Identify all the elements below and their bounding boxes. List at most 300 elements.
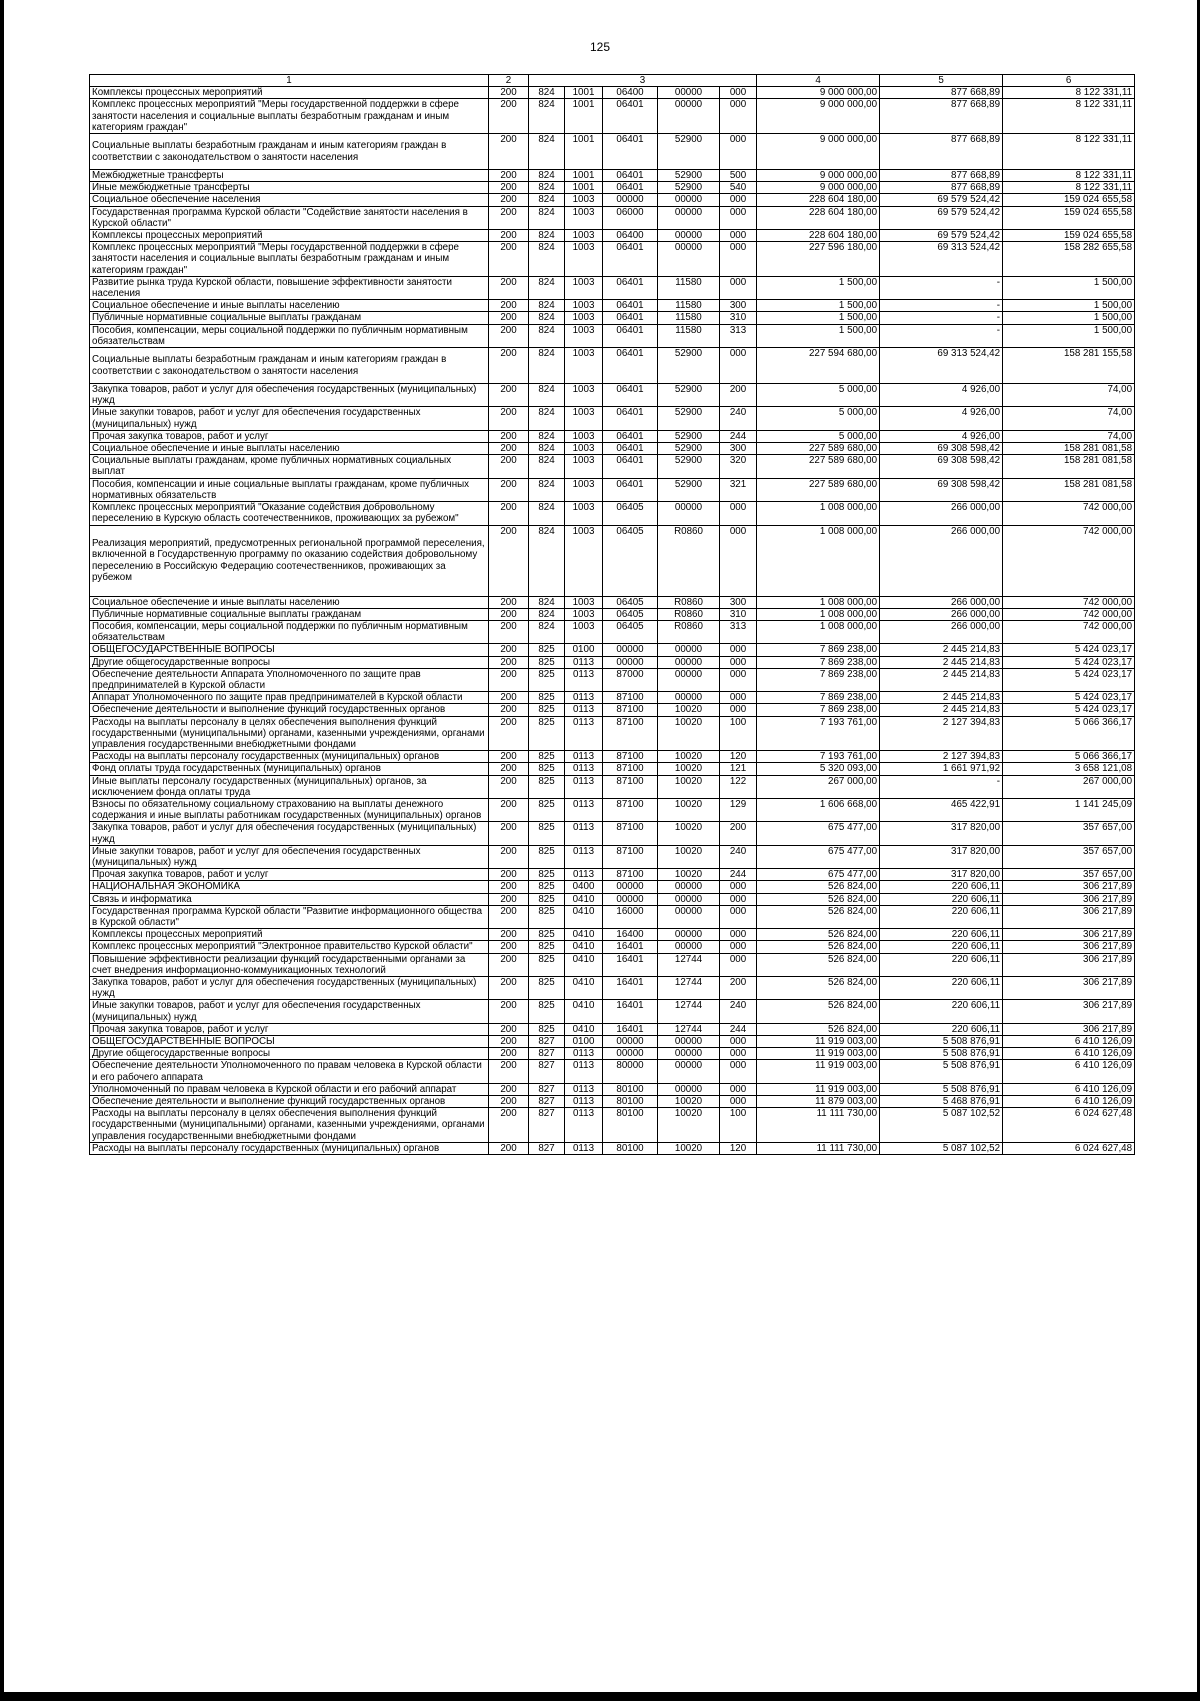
row-remaining: 5 424 023,17 — [1003, 668, 1135, 691]
row-expense-type: 000 — [720, 87, 757, 99]
table-row — [90, 905, 1135, 928]
row-approved: 9 000 000,00 — [757, 87, 880, 99]
row-name: Прочая закупка товаров, работ и услуг — [90, 430, 489, 442]
row-direction-code: 10020 — [658, 1142, 720, 1154]
row-expense-type: 000 — [720, 1060, 757, 1083]
row-expense-type: 240 — [720, 407, 757, 430]
row-direction-code: 00000 — [658, 929, 720, 941]
row-section-code: 1003 — [565, 502, 603, 525]
row-expense-type: 000 — [720, 704, 757, 716]
row-executed: 266 000,00 — [880, 525, 1003, 596]
scan-edge-bottom — [0, 1692, 1200, 1701]
row-section-code: 0410 — [565, 953, 603, 976]
row-ministry-code: 825 — [529, 953, 565, 976]
row-remaining: 306 217,89 — [1003, 929, 1135, 941]
table-row — [90, 869, 1135, 881]
row-expense-type: 000 — [720, 656, 757, 668]
row-program-code: 87100 — [603, 763, 658, 775]
row-ministry-code: 825 — [529, 692, 565, 704]
row-remaining: 159 024 655,58 — [1003, 194, 1135, 206]
row-direction-code: 52900 — [658, 134, 720, 170]
row-ministry-code: 825 — [529, 869, 565, 881]
row-expense-type: 244 — [720, 1023, 757, 1035]
row-approved: 5 320 093,00 — [757, 763, 880, 775]
row-admin-code: 200 — [489, 312, 529, 324]
row-remaining: 5 424 023,17 — [1003, 644, 1135, 656]
row-expense-type: 000 — [720, 905, 757, 928]
row-ministry-code: 827 — [529, 1108, 565, 1143]
row-remaining: 357 657,00 — [1003, 845, 1135, 868]
row-remaining: 1 141 245,09 — [1003, 798, 1135, 821]
row-remaining: 6 410 126,09 — [1003, 1083, 1135, 1095]
row-approved: 228 604 180,00 — [757, 194, 880, 206]
row-remaining: 74,00 — [1003, 430, 1135, 442]
row-admin-code: 200 — [489, 455, 529, 478]
row-ministry-code: 825 — [529, 656, 565, 668]
table-row — [90, 668, 1135, 691]
row-program-code: 16000 — [603, 905, 658, 928]
row-remaining: 8 122 331,11 — [1003, 134, 1135, 170]
row-ministry-code: 825 — [529, 929, 565, 941]
row-executed: 220 606,11 — [880, 929, 1003, 941]
row-admin-code: 200 — [489, 608, 529, 620]
row-section-code: 0113 — [565, 1048, 603, 1060]
row-direction-code: 10020 — [658, 704, 720, 716]
row-name: Комплексы процессных мероприятий — [90, 230, 489, 242]
row-approved: 7 193 761,00 — [757, 716, 880, 751]
row-admin-code: 200 — [489, 134, 529, 170]
row-executed: 5 508 876,91 — [880, 1060, 1003, 1083]
row-direction-code: 10020 — [658, 775, 720, 798]
row-remaining: 6 410 126,09 — [1003, 1036, 1135, 1048]
row-direction-code: 00000 — [658, 1048, 720, 1060]
row-name: Уполномоченный по правам человека в Курской области и его рабочий аппарат — [90, 1083, 489, 1095]
row-admin-code: 200 — [489, 324, 529, 347]
row-remaining: 3 658 121,08 — [1003, 763, 1135, 775]
row-expense-type: 320 — [720, 455, 757, 478]
row-admin-code: 200 — [489, 668, 529, 691]
table-row — [90, 620, 1135, 643]
row-admin-code: 200 — [489, 525, 529, 596]
header-col-6: 6 — [1003, 75, 1135, 87]
row-program-code: 06401 — [603, 384, 658, 407]
row-program-code: 87100 — [603, 704, 658, 716]
row-direction-code: 00000 — [658, 206, 720, 229]
row-program-code: 87100 — [603, 716, 658, 751]
row-admin-code: 200 — [489, 929, 529, 941]
row-name: Обеспечение деятельности и выполнение функций государственных органов — [90, 704, 489, 716]
row-program-code: 87100 — [603, 751, 658, 763]
row-section-code: 1003 — [565, 206, 603, 229]
row-direction-code: 11580 — [658, 276, 720, 299]
row-section-code: 0113 — [565, 668, 603, 691]
row-ministry-code: 825 — [529, 1000, 565, 1023]
row-admin-code: 200 — [489, 656, 529, 668]
row-remaining: 357 657,00 — [1003, 869, 1135, 881]
table-row — [90, 478, 1135, 501]
row-direction-code: 00000 — [658, 941, 720, 953]
row-name: Реализация мероприятий, предусмотренных региональной программой переселения, включенной в Государственную программу по оказанию содействия добровольному переселению в Российскую Федерацию соотечественников, проживающих за рубежом — [90, 525, 489, 596]
row-section-code: 0410 — [565, 929, 603, 941]
row-name: Публичные нормативные социальные выплаты гражданам — [90, 312, 489, 324]
row-approved: 1 008 000,00 — [757, 608, 880, 620]
row-section-code: 1003 — [565, 324, 603, 347]
row-program-code: 06405 — [603, 525, 658, 596]
row-remaining: 74,00 — [1003, 407, 1135, 430]
table-row — [90, 194, 1135, 206]
row-admin-code: 200 — [489, 1036, 529, 1048]
table-row — [90, 941, 1135, 953]
row-direction-code: 00000 — [658, 905, 720, 928]
table-row — [90, 300, 1135, 312]
row-admin-code: 200 — [489, 881, 529, 893]
row-ministry-code: 824 — [529, 324, 565, 347]
row-expense-type: 000 — [720, 502, 757, 525]
row-approved: 9 000 000,00 — [757, 134, 880, 170]
row-expense-type: 000 — [720, 206, 757, 229]
row-name: ОБЩЕГОСУДАРСТВЕННЫЕ ВОПРОСЫ — [90, 644, 489, 656]
row-section-code: 0410 — [565, 893, 603, 905]
row-remaining: 8 122 331,11 — [1003, 170, 1135, 182]
row-direction-code: 10020 — [658, 1096, 720, 1108]
row-approved: 11 111 730,00 — [757, 1142, 880, 1154]
row-program-code: 00000 — [603, 656, 658, 668]
row-program-code: 06400 — [603, 87, 658, 99]
row-approved: 227 589 680,00 — [757, 443, 880, 455]
table-row — [90, 608, 1135, 620]
row-section-code: 0113 — [565, 704, 603, 716]
row-name: Иные закупки товаров, работ и услуг для обеспечения государственных (муниципальных) нужд — [90, 407, 489, 430]
row-expense-type: 100 — [720, 1108, 757, 1143]
row-expense-type: 300 — [720, 300, 757, 312]
row-ministry-code: 824 — [529, 242, 565, 277]
row-admin-code: 200 — [489, 905, 529, 928]
row-remaining: 6 410 126,09 — [1003, 1060, 1135, 1083]
row-approved: 1 008 000,00 — [757, 525, 880, 596]
row-approved: 11 919 003,00 — [757, 1048, 880, 1060]
row-section-code: 0113 — [565, 751, 603, 763]
row-expense-type: 000 — [720, 194, 757, 206]
row-admin-code: 200 — [489, 182, 529, 194]
row-executed: 2 445 214,83 — [880, 704, 1003, 716]
row-admin-code: 200 — [489, 893, 529, 905]
row-ministry-code: 824 — [529, 478, 565, 501]
row-admin-code: 200 — [489, 478, 529, 501]
row-admin-code: 200 — [489, 1048, 529, 1060]
row-remaining: 742 000,00 — [1003, 620, 1135, 643]
row-section-code: 0113 — [565, 1142, 603, 1154]
row-ministry-code: 824 — [529, 312, 565, 324]
row-section-code: 0113 — [565, 869, 603, 881]
row-executed: - — [880, 300, 1003, 312]
row-section-code: 1003 — [565, 230, 603, 242]
row-section-code: 1003 — [565, 300, 603, 312]
row-approved: 7 193 761,00 — [757, 751, 880, 763]
row-executed: 5 508 876,91 — [880, 1048, 1003, 1060]
row-ministry-code: 824 — [529, 384, 565, 407]
row-section-code: 1003 — [565, 430, 603, 442]
row-executed: 2 127 394,83 — [880, 716, 1003, 751]
row-executed: 220 606,11 — [880, 893, 1003, 905]
row-section-code: 0113 — [565, 845, 603, 868]
row-admin-code: 200 — [489, 869, 529, 881]
row-expense-type: 200 — [720, 977, 757, 1000]
row-remaining: 158 281 081,58 — [1003, 443, 1135, 455]
row-admin-code: 200 — [489, 1000, 529, 1023]
row-section-code: 0410 — [565, 977, 603, 1000]
table-row — [90, 525, 1135, 596]
row-program-code: 87100 — [603, 798, 658, 821]
row-executed: 877 668,89 — [880, 99, 1003, 134]
row-expense-type: 129 — [720, 798, 757, 821]
row-direction-code: 00000 — [658, 692, 720, 704]
row-program-code: 06401 — [603, 324, 658, 347]
row-section-code: 1003 — [565, 242, 603, 277]
row-admin-code: 200 — [489, 230, 529, 242]
row-program-code: 06401 — [603, 407, 658, 430]
row-ministry-code: 824 — [529, 87, 565, 99]
row-section-code: 0113 — [565, 775, 603, 798]
row-remaining: 306 217,89 — [1003, 941, 1135, 953]
row-remaining: 8 122 331,11 — [1003, 182, 1135, 194]
table-row — [90, 656, 1135, 668]
row-approved: 7 869 238,00 — [757, 644, 880, 656]
row-expense-type: 000 — [720, 348, 757, 384]
row-direction-code: 52900 — [658, 182, 720, 194]
header-col-5: 5 — [880, 75, 1003, 87]
row-name: Расходы на выплаты персоналу государственных (муниципальных) органов — [90, 751, 489, 763]
row-ministry-code: 824 — [529, 348, 565, 384]
row-ministry-code: 824 — [529, 596, 565, 608]
row-admin-code: 200 — [489, 775, 529, 798]
row-executed: 317 820,00 — [880, 869, 1003, 881]
row-executed: 220 606,11 — [880, 941, 1003, 953]
row-expense-type: 122 — [720, 775, 757, 798]
row-admin-code: 200 — [489, 430, 529, 442]
row-ministry-code: 824 — [529, 230, 565, 242]
row-section-code: 1001 — [565, 134, 603, 170]
row-section-code: 1003 — [565, 620, 603, 643]
row-expense-type: 000 — [720, 230, 757, 242]
row-name: Обеспечение деятельности и выполнение функций государственных органов — [90, 1096, 489, 1108]
row-executed: 69 579 524,42 — [880, 206, 1003, 229]
row-ministry-code: 827 — [529, 1142, 565, 1154]
row-name: Обеспечение деятельности Аппарата Уполномоченного по защите прав предпринимателей в Курской области — [90, 668, 489, 691]
row-program-code: 06401 — [603, 99, 658, 134]
table-row — [90, 430, 1135, 442]
row-direction-code: 00000 — [658, 644, 720, 656]
row-program-code: 06401 — [603, 134, 658, 170]
row-expense-type: 321 — [720, 478, 757, 501]
row-admin-code: 200 — [489, 348, 529, 384]
row-admin-code: 200 — [489, 1096, 529, 1108]
row-ministry-code: 825 — [529, 905, 565, 928]
row-program-code: 06401 — [603, 300, 658, 312]
row-ministry-code: 824 — [529, 206, 565, 229]
row-remaining: 306 217,89 — [1003, 1000, 1135, 1023]
row-name: Прочая закупка товаров, работ и услуг — [90, 1023, 489, 1035]
row-approved: 7 869 238,00 — [757, 704, 880, 716]
row-approved: 11 879 003,00 — [757, 1096, 880, 1108]
row-direction-code: 00000 — [658, 230, 720, 242]
row-program-code: 87100 — [603, 869, 658, 881]
row-name: Государственная программа Курской области "Содействие занятости населения в Курской области" — [90, 206, 489, 229]
row-executed: 69 579 524,42 — [880, 230, 1003, 242]
row-direction-code: 10020 — [658, 1108, 720, 1143]
row-program-code: 06401 — [603, 276, 658, 299]
row-remaining: 306 217,89 — [1003, 977, 1135, 1000]
row-executed: 877 668,89 — [880, 182, 1003, 194]
row-approved: 267 000,00 — [757, 775, 880, 798]
row-expense-type: 100 — [720, 716, 757, 751]
row-expense-type: 300 — [720, 596, 757, 608]
row-section-code: 0113 — [565, 1108, 603, 1143]
row-ministry-code: 825 — [529, 845, 565, 868]
row-executed: 5 508 876,91 — [880, 1083, 1003, 1095]
row-section-code: 0113 — [565, 692, 603, 704]
row-name: Социальные выплаты безработным гражданам и иным категориям граждан в соответствии с законодательством о занятости населения — [90, 348, 489, 384]
row-program-code: 06400 — [603, 230, 658, 242]
row-program-code: 00000 — [603, 1048, 658, 1060]
row-executed: 266 000,00 — [880, 608, 1003, 620]
row-direction-code: 00000 — [658, 1083, 720, 1095]
row-executed: - — [880, 276, 1003, 299]
row-ministry-code: 827 — [529, 1083, 565, 1095]
table-row — [90, 704, 1135, 716]
row-direction-code: 10020 — [658, 822, 720, 845]
row-admin-code: 200 — [489, 206, 529, 229]
table-row — [90, 348, 1135, 384]
table-row — [90, 822, 1135, 845]
row-executed: 877 668,89 — [880, 170, 1003, 182]
row-direction-code: 00000 — [658, 242, 720, 277]
row-section-code: 0410 — [565, 1023, 603, 1035]
row-direction-code: 12744 — [658, 977, 720, 1000]
row-remaining: 158 281 081,58 — [1003, 478, 1135, 501]
row-section-code: 0113 — [565, 763, 603, 775]
row-name: Закупка товаров, работ и услуг для обеспечения государственных (муниципальных) нужд — [90, 384, 489, 407]
row-admin-code: 200 — [489, 692, 529, 704]
row-executed: 2 445 214,83 — [880, 644, 1003, 656]
row-program-code: 00000 — [603, 1036, 658, 1048]
row-admin-code: 200 — [489, 1108, 529, 1143]
row-program-code: 80000 — [603, 1060, 658, 1083]
row-executed: 877 668,89 — [880, 87, 1003, 99]
row-direction-code: 00000 — [658, 99, 720, 134]
row-program-code: 87100 — [603, 775, 658, 798]
table-row — [90, 1048, 1135, 1060]
row-admin-code: 200 — [489, 644, 529, 656]
row-admin-code: 200 — [489, 596, 529, 608]
row-ministry-code: 824 — [529, 300, 565, 312]
row-section-code: 1003 — [565, 608, 603, 620]
row-ministry-code: 825 — [529, 763, 565, 775]
table-row — [90, 87, 1135, 99]
table-row — [90, 1096, 1135, 1108]
row-direction-code: 00000 — [658, 893, 720, 905]
row-ministry-code: 824 — [529, 276, 565, 299]
row-executed: 1 661 971,92 — [880, 763, 1003, 775]
row-section-code: 0113 — [565, 1060, 603, 1083]
table-row — [90, 763, 1135, 775]
row-admin-code: 200 — [489, 300, 529, 312]
row-direction-code: 00000 — [658, 1036, 720, 1048]
row-direction-code: 00000 — [658, 1060, 720, 1083]
row-approved: 1 500,00 — [757, 312, 880, 324]
row-expense-type: 200 — [720, 384, 757, 407]
table-row — [90, 1108, 1135, 1143]
row-program-code: 16401 — [603, 941, 658, 953]
row-section-code: 1001 — [565, 182, 603, 194]
row-program-code: 06401 — [603, 170, 658, 182]
row-name: Иные межбюджетные трансферты — [90, 182, 489, 194]
table-row — [90, 929, 1135, 941]
table-row — [90, 182, 1135, 194]
row-ministry-code: 825 — [529, 822, 565, 845]
row-executed: 266 000,00 — [880, 620, 1003, 643]
row-ministry-code: 825 — [529, 751, 565, 763]
row-approved: 5 000,00 — [757, 384, 880, 407]
row-direction-code: 11580 — [658, 324, 720, 347]
row-admin-code: 200 — [489, 620, 529, 643]
row-ministry-code: 825 — [529, 881, 565, 893]
row-approved: 7 869 238,00 — [757, 656, 880, 668]
row-approved: 526 824,00 — [757, 893, 880, 905]
row-ministry-code: 825 — [529, 668, 565, 691]
row-approved: 526 824,00 — [757, 941, 880, 953]
row-remaining: 6 410 126,09 — [1003, 1048, 1135, 1060]
row-direction-code: 00000 — [658, 656, 720, 668]
table-row — [90, 751, 1135, 763]
row-program-code: 80100 — [603, 1142, 658, 1154]
row-remaining: 5 066 366,17 — [1003, 751, 1135, 763]
row-ministry-code: 824 — [529, 134, 565, 170]
row-name: Закупка товаров, работ и услуг для обеспечения государственных (муниципальных) нужд — [90, 822, 489, 845]
row-admin-code: 200 — [489, 242, 529, 277]
row-program-code: 06401 — [603, 443, 658, 455]
header-row — [90, 75, 1135, 87]
row-direction-code: 00000 — [658, 194, 720, 206]
row-section-code: 0113 — [565, 798, 603, 821]
row-expense-type: 244 — [720, 869, 757, 881]
row-approved: 675 477,00 — [757, 822, 880, 845]
row-approved: 1 500,00 — [757, 300, 880, 312]
row-executed: 4 926,00 — [880, 384, 1003, 407]
row-admin-code: 200 — [489, 845, 529, 868]
header-col-4: 4 — [757, 75, 880, 87]
table-row — [90, 953, 1135, 976]
row-name: Комплексы процессных мероприятий — [90, 929, 489, 941]
row-remaining: 74,00 — [1003, 384, 1135, 407]
row-executed: 465 422,91 — [880, 798, 1003, 821]
row-admin-code: 200 — [489, 716, 529, 751]
row-expense-type: 313 — [720, 324, 757, 347]
row-approved: 227 594 680,00 — [757, 348, 880, 384]
row-direction-code: 00000 — [658, 87, 720, 99]
row-admin-code: 200 — [489, 170, 529, 182]
row-program-code: 00000 — [603, 881, 658, 893]
row-admin-code: 200 — [489, 763, 529, 775]
row-expense-type: 300 — [720, 443, 757, 455]
row-name: Социальное обеспечение и иные выплаты населению — [90, 443, 489, 455]
row-name: Комплекс процессных мероприятий "Электронное правительство Курской области" — [90, 941, 489, 953]
row-program-code: 80100 — [603, 1108, 658, 1143]
row-executed: 266 000,00 — [880, 502, 1003, 525]
row-executed: 5 087 102,52 — [880, 1142, 1003, 1154]
row-section-code: 1001 — [565, 170, 603, 182]
table-row — [90, 977, 1135, 1000]
row-expense-type: 120 — [720, 1142, 757, 1154]
